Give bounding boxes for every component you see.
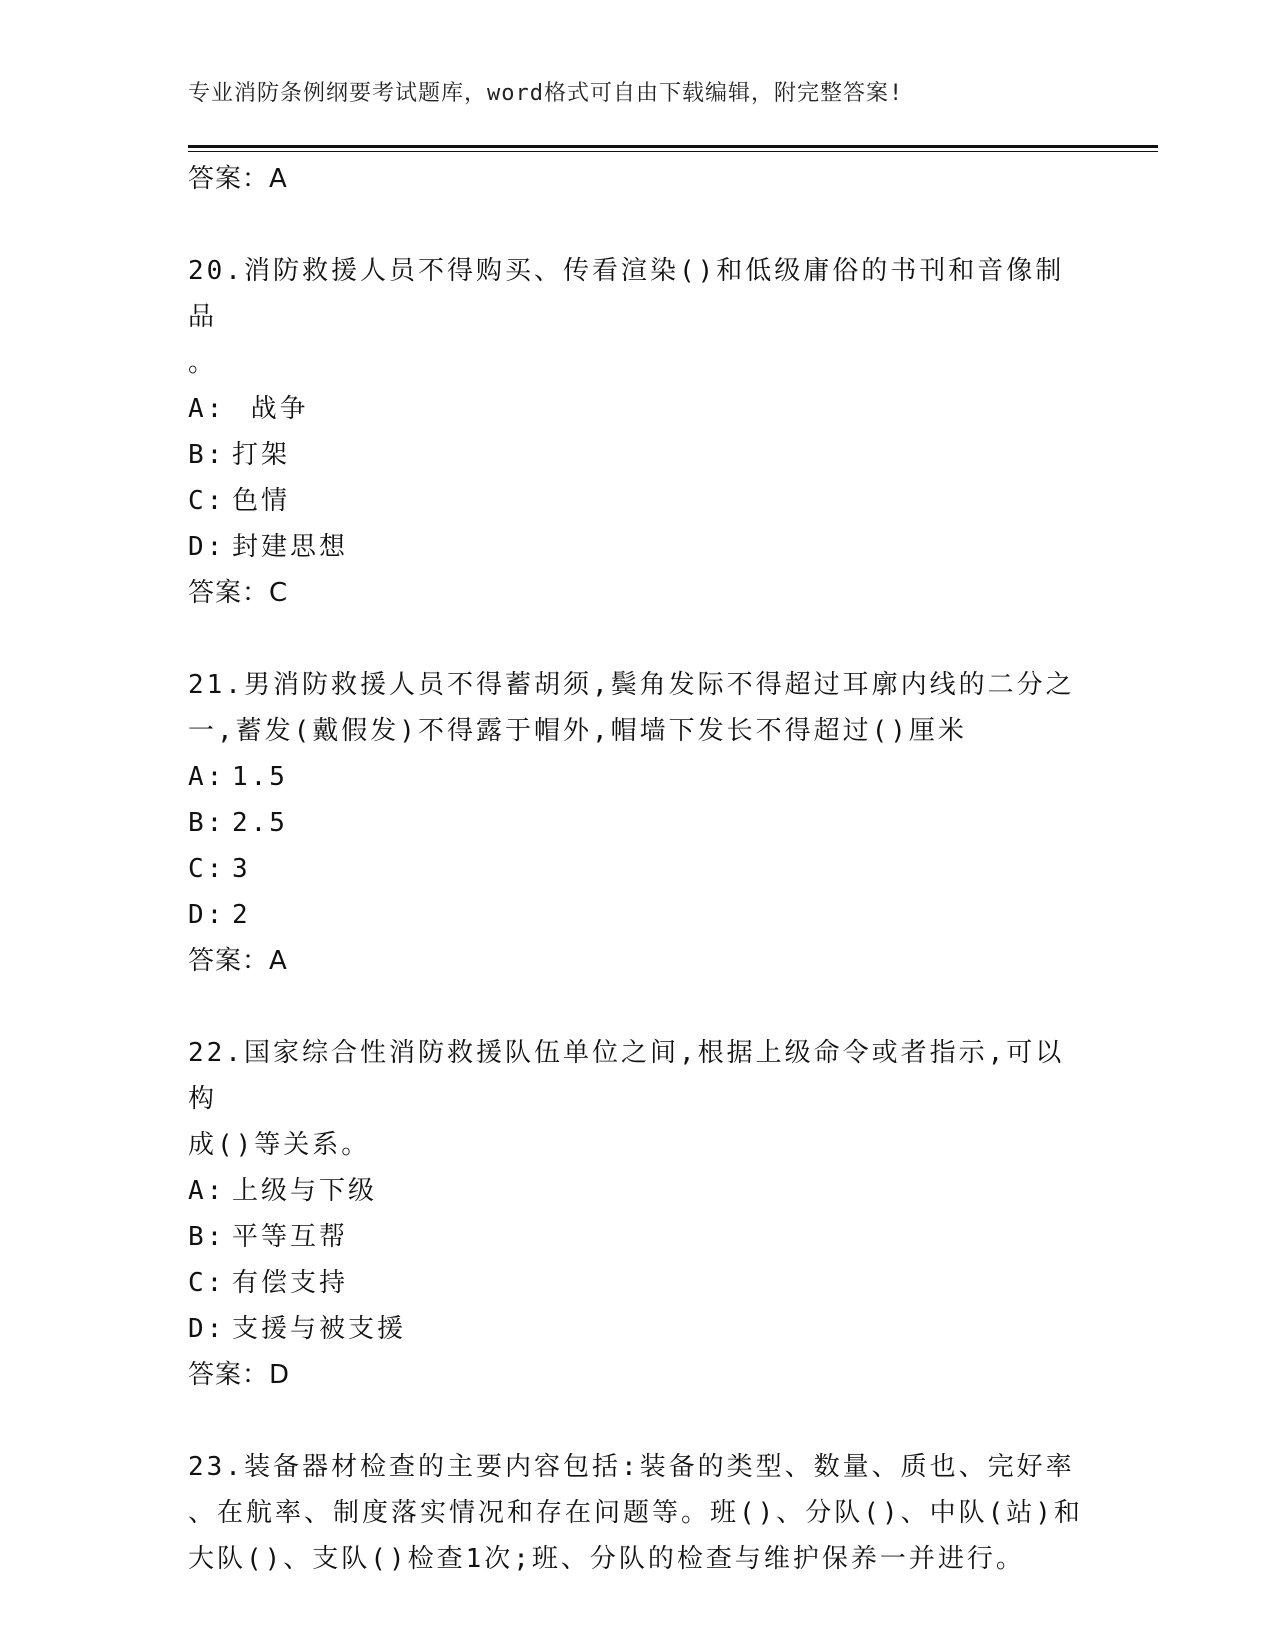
option-text: 2.5	[232, 808, 288, 838]
option-key: D:	[188, 532, 226, 562]
question-stem	[188, 1444, 1088, 1582]
question-stem	[188, 248, 1088, 386]
option-text: 封建思想	[232, 532, 349, 562]
option-a	[188, 1168, 1088, 1214]
option-key: B:	[188, 1222, 226, 1252]
option-text: 上级与下级	[232, 1176, 378, 1206]
option-text: 2	[232, 900, 251, 930]
option-d	[188, 1306, 1088, 1352]
option-key: C:	[188, 486, 226, 516]
question-stem-line: 成()等关系。	[188, 1130, 371, 1160]
question-stem	[188, 662, 1088, 754]
option-text: 战争	[232, 394, 309, 424]
question-stem-line: 大队()、支队()检查1次;班、分队的检查与维护保养一并进行。	[188, 1544, 1025, 1574]
option-key: A:	[188, 762, 226, 792]
option-text: 1.5	[232, 762, 288, 792]
answer-line: 答案：A	[188, 946, 288, 976]
option-a	[188, 386, 1088, 432]
question-stem-line: 。	[188, 348, 218, 378]
question-20	[188, 248, 1088, 616]
option-d	[188, 892, 1088, 938]
question-stem-line: 、在航率、制度落实情况和存在问题等。班()、分队()、中队(站)和	[188, 1498, 1083, 1528]
option-key: C:	[188, 854, 226, 884]
option-c	[188, 478, 1088, 524]
option-key: B:	[188, 440, 226, 470]
option-key: A:	[188, 1176, 226, 1206]
option-b	[188, 432, 1088, 478]
question-stem	[188, 1030, 1088, 1168]
page-header: 专业消防条例纲要考试题库，word格式可自由下载编辑，附完整答案!	[188, 81, 904, 106]
question-23	[188, 1444, 1088, 1582]
question-stem-line: 20.消防救援人员不得购买、传看渲染()和低级庸俗的书刊和音像制品	[188, 256, 1065, 332]
option-text: 平等互帮	[232, 1222, 349, 1252]
question-stem-line: 一,蓄发(戴假发)不得露于帽外,帽墙下发长不得超过()厘米	[188, 716, 967, 746]
question-stem-line: 23.装备器材检查的主要内容包括:装备的类型、数量、质也、完好率	[188, 1452, 1075, 1482]
option-key: B:	[188, 808, 226, 838]
option-b	[188, 800, 1088, 846]
document-body	[188, 156, 1088, 1582]
option-text: 3	[232, 854, 251, 884]
question-stem-line: 21.男消防救援人员不得蓄胡须,鬓角发际不得超过耳廓内线的二分之	[188, 670, 1075, 700]
option-a	[188, 754, 1088, 800]
option-key: C:	[188, 1268, 226, 1298]
option-key: D:	[188, 1314, 226, 1344]
option-key: D:	[188, 900, 226, 930]
answer-line: 答案：C	[188, 578, 289, 608]
answer-line: 答案：D	[188, 1360, 291, 1390]
option-c	[188, 1260, 1088, 1306]
option-text: 支援与被支援	[232, 1314, 407, 1344]
question-22	[188, 1030, 1088, 1398]
header-divider	[188, 145, 1158, 148]
option-b	[188, 1214, 1088, 1260]
question-stem-line: 22.国家综合性消防救援队伍单位之间,根据上级命令或者指示,可以构	[188, 1038, 1065, 1114]
option-d	[188, 524, 1088, 570]
option-text: 有偿支持	[232, 1268, 349, 1298]
option-text: 色情	[232, 486, 291, 516]
answer-line: 答案：A	[188, 164, 288, 194]
question-21	[188, 662, 1088, 984]
option-key: A:	[188, 394, 226, 424]
option-c	[188, 846, 1088, 892]
option-text: 打架	[232, 440, 291, 470]
